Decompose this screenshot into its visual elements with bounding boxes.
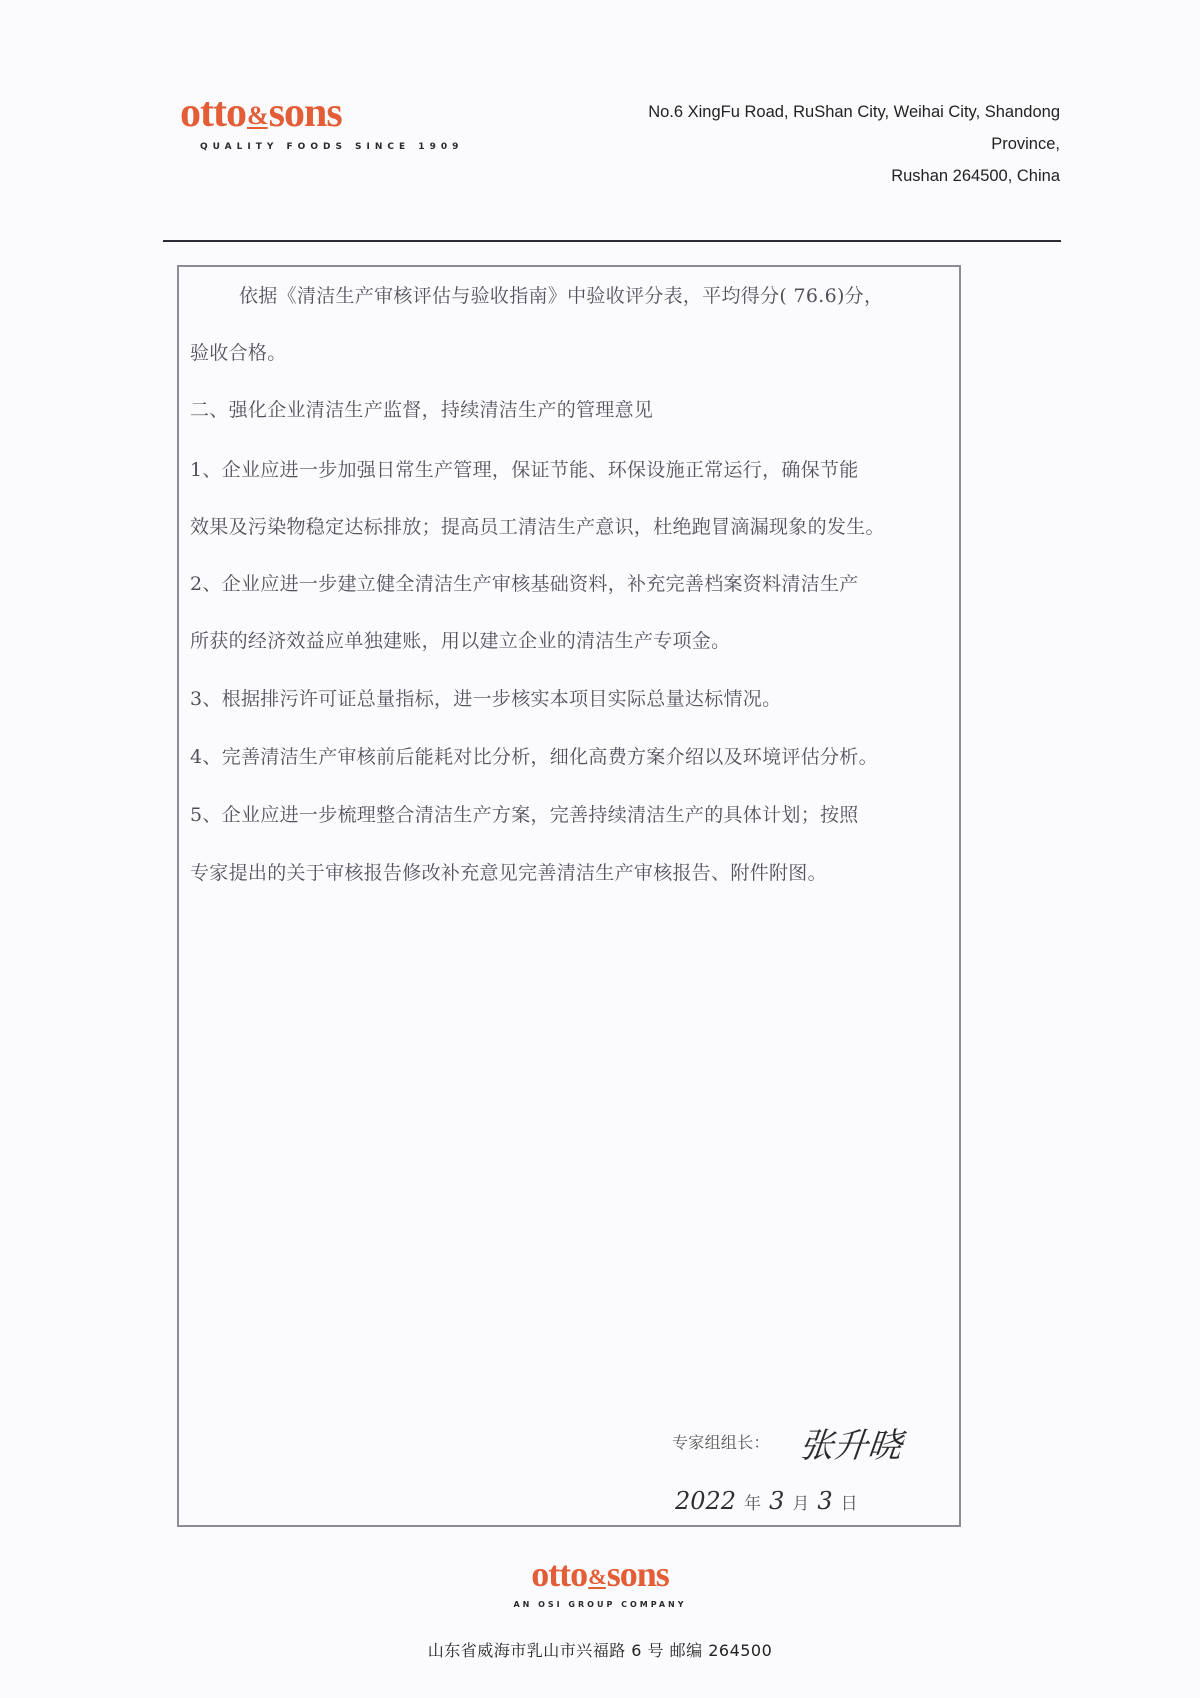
footer-logo [0, 1556, 1200, 1592]
body-line-1: 依据《清洁生产审核评估与验收指南》中验收评分表，平均得分( 76.6)分， [239, 285, 884, 307]
item-3: 3、根据排污许可证总量指标，进一步核实本项目实际总量达标情况。 [190, 688, 782, 710]
date-year-unit: 年 [744, 1494, 762, 1514]
date-month: 3 [769, 1487, 785, 1515]
item-4: 4、完善清洁生产审核前后能耗对比分析，细化高费方案介绍以及环境评估分析。 [190, 746, 878, 768]
signature-date [675, 1487, 866, 1515]
footer-logo-word-otto: otto [531, 1554, 588, 1594]
body-line-2: 验收合格。 [190, 342, 287, 364]
footer-address: 山东省威海市乳山市兴福路 6 号 邮编 264500 [427, 1641, 773, 1660]
signature-handwritten: 张升晓 [797, 1426, 904, 1466]
section-heading: 二、强化企业清洁生产监督，持续清洁生产的管理意见 [190, 399, 654, 421]
item-2-line-2: 所获的经济效益应单独建账，用以建立企业的清洁生产专项金。 [190, 630, 731, 652]
date-month-unit: 月 [792, 1494, 810, 1514]
item-5-line-2: 专家提出的关于审核报告修改补充意见完善清洁生产审核报告、附件附图。 [190, 862, 827, 884]
item-1-line-1: 1、企业应进一步加强日常生产管理，保证节能、环保设施正常运行，确保节能 [190, 459, 859, 481]
item-2-line-1: 2、企业应进一步建立健全清洁生产审核基础资料，补充完善档案资料清洁生产 [190, 573, 859, 595]
header-address-line-3: Rushan 264500, China [891, 167, 1060, 185]
footer-logo-ampersand: & [588, 1564, 606, 1589]
footer-logo-word-sons: sons [606, 1554, 669, 1594]
header-address-line-2: Province, [991, 135, 1060, 153]
logo-word-sons: sons [268, 90, 342, 136]
date-year: 2022 [675, 1487, 737, 1515]
header-divider [163, 240, 1061, 242]
date-day-unit: 日 [840, 1494, 858, 1514]
header-logo [180, 92, 342, 134]
item-1-line-2: 效果及污染物稳定达标排放；提高员工清洁生产意识，杜绝跑冒滴漏现象的发生。 [190, 516, 885, 538]
header-address-line-1: No.6 XingFu Road, RuShan City, Weihai City, Shandong [648, 103, 1060, 121]
logo-ampersand: & [246, 101, 268, 130]
date-day: 3 [817, 1487, 833, 1515]
header-tagline: QUALITY FOODS SINCE 1909 [200, 142, 464, 152]
logo-word-otto: otto [180, 90, 246, 136]
signature-label: 专家组组长： [672, 1433, 770, 1452]
footer-tagline: AN OSI GROUP COMPANY [513, 1600, 687, 1609]
item-5-line-1: 5、企业应进一步梳理整合清洁生产方案，完善持续清洁生产的具体计划；按照 [190, 804, 859, 826]
